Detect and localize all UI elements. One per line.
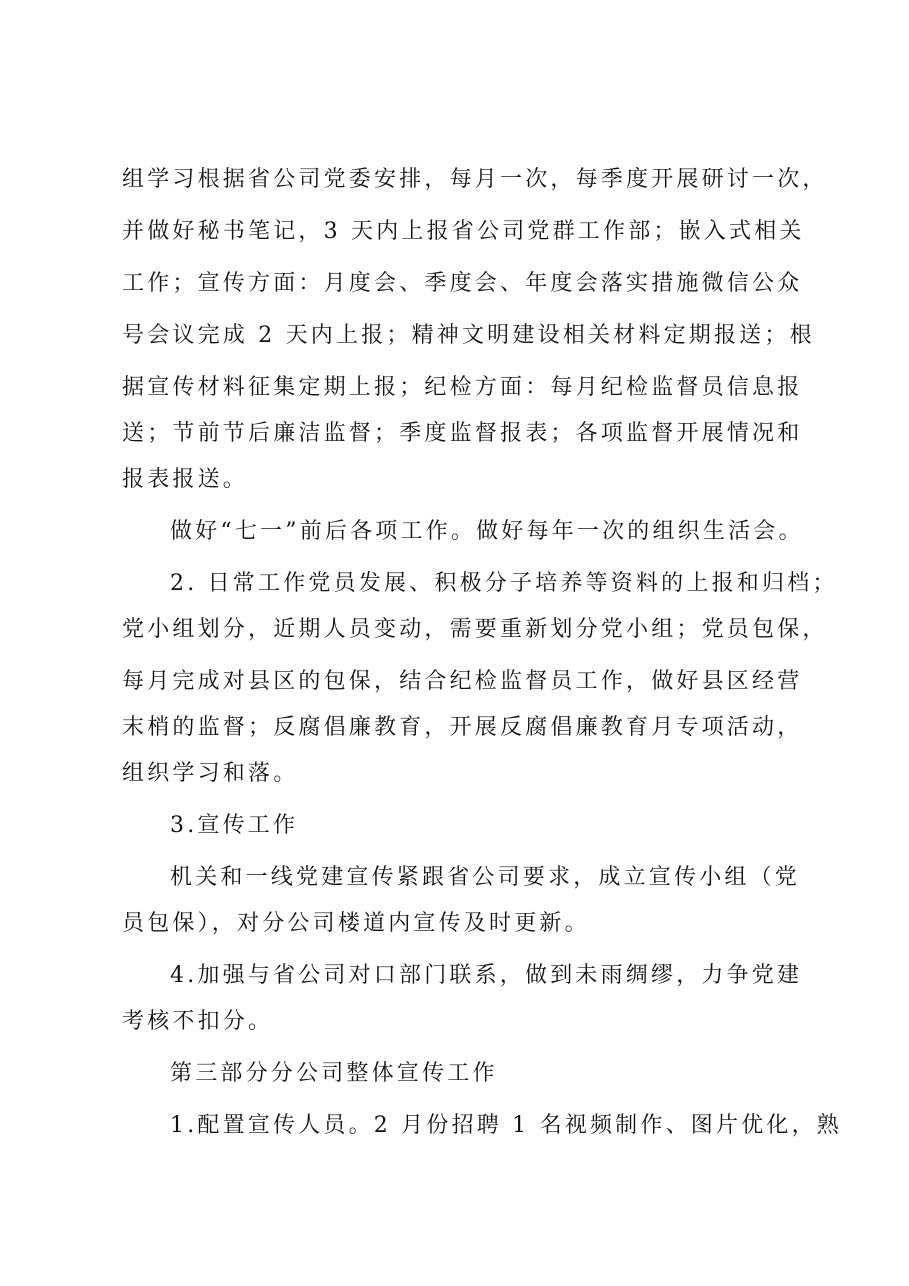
numbered-item-line: 1.配置宣传人员。2 月份招聘 1 名视频制作、图片优化，熟 <box>170 1113 842 1138</box>
body-text-line: 并做好秘书笔记，3 天内上报省公司党群工作部；嵌入式相关 <box>122 219 805 244</box>
body-text-line: 组学习根据省公司党委安排，每月一次，每季度开展研讨一次， <box>122 167 828 192</box>
body-text-line: 考核不扣分。 <box>122 1009 274 1034</box>
numbered-item-line: 2. 日常工作党员发展、积极分子培养等资料的上报和归档； <box>170 571 838 596</box>
body-text-line: 据宣传材料征集定期上报；纪检方面：每月纪检监督员信息报 <box>122 375 803 400</box>
numbered-item-line: 4.加强与省公司对口部门联系，做到未雨绸缪，力争党建 <box>170 963 803 988</box>
body-text-line: 报表报送。 <box>122 467 249 492</box>
part-heading: 第三部分分公司整体宣传工作 <box>170 1061 498 1086</box>
paragraph-line: 做好“七一”前后各项工作。做好每年一次的组织生活会。 <box>170 519 804 544</box>
body-text-line: 末梢的监督；反腐倡廉教育，开展反腐倡廉教育月专项活动， <box>122 715 803 740</box>
body-text-line: 号会议完成 2 天内上报；精神文明建设相关材料定期报送；根 <box>122 323 815 348</box>
body-text-line: 每月完成对县区的包保，结合纪检监督员工作，做好县区经营 <box>122 669 803 694</box>
body-text-line: 组织学习和落。 <box>122 761 299 786</box>
body-text-line: 送；节前节后廉洁监督；季度监督报表；各项监督开展情况和 <box>122 421 803 446</box>
body-text-line: 员包保），对分公司楼道内宣传及时更新。 <box>122 911 590 936</box>
section-heading: 3.宣传工作 <box>170 813 299 838</box>
body-text-line: 工作；宣传方面：月度会、季度会、年度会落实措施微信公众 <box>122 271 803 296</box>
paragraph-line: 机关和一线党建宣传紧跟省公司要求，成立宣传小组（党 <box>170 865 801 890</box>
body-text-line: 党小组划分，近期人员变动，需要重新划分党小组；党员包保， <box>122 617 828 642</box>
